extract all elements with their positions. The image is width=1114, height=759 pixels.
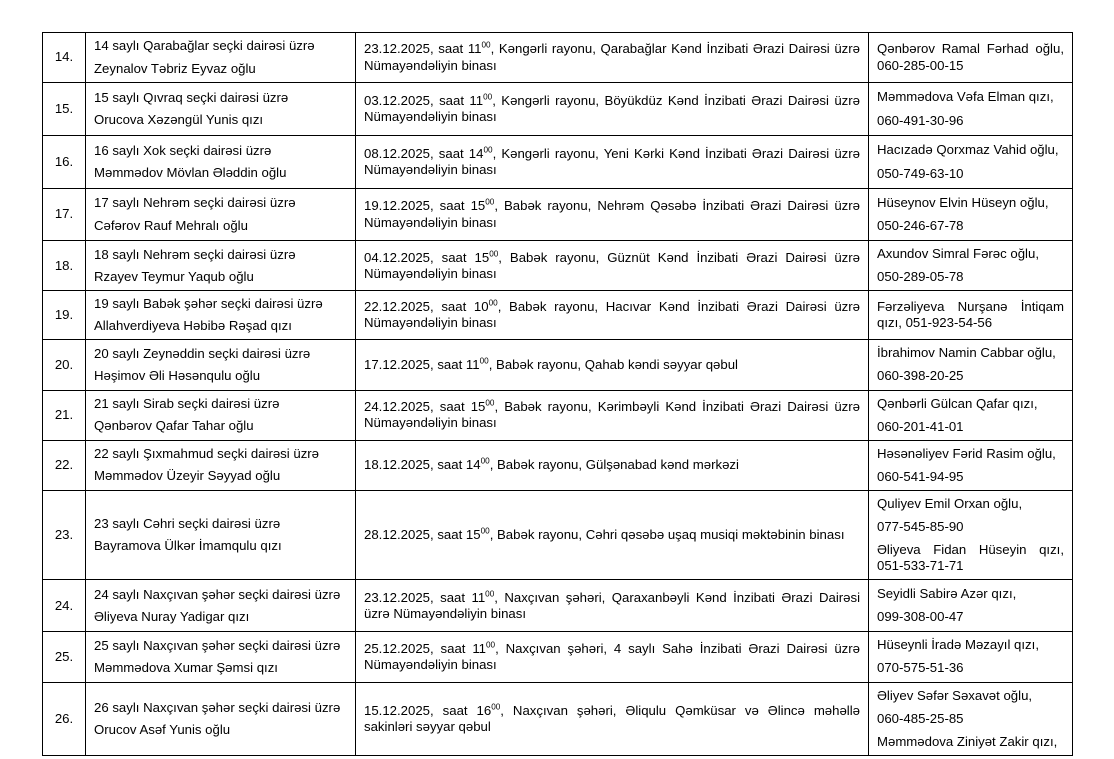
contact-line: Əliyeva Fidan Hüseyin qızı, 051-533-71-71: [877, 542, 1064, 574]
schedule-date-text: 23.12.2025, saat 11: [364, 41, 482, 57]
district-title: 25 saylı Naxçıvan şəhər seçki dairəsi üzrə: [94, 637, 341, 653]
contact-cell: [869, 682, 1073, 755]
district-title: 23 saylı Cəhri seçki dairəsi üzrə: [94, 516, 281, 532]
row-number: 15.: [54, 100, 74, 116]
table-row: [43, 241, 1073, 291]
row-number: 19.: [54, 307, 74, 323]
contact-line: Qənbərov Ramal Fərhad oğlu, 060-285-00-15: [877, 41, 1064, 73]
district-title: 24 saylı Naxçıvan şəhər seçki dairəsi üzrə: [94, 586, 341, 602]
contact-line: 050-749-63-10: [877, 165, 964, 181]
contact-line: Həsənəliyev Fərid Rasim oğlu,: [877, 445, 1056, 461]
table-row: [43, 580, 1073, 632]
district-title: 20 saylı Zeynəddin seçki dairəsi üzrə: [94, 345, 311, 361]
contact-line: 060-485-25-85: [877, 710, 964, 726]
district-title: 19 saylı Babək şəhər seçki dairəsi üzrə: [94, 296, 323, 312]
contact-line: Məmmədova Vəfa Elman qızı,: [877, 89, 1054, 105]
district-candidate-name: Həşimov Əli Həsənqulu oğlu: [94, 367, 261, 383]
schedule-date-text: 19.12.2025, saat 15: [364, 198, 486, 214]
schedule-cell: [356, 682, 869, 755]
schedule-cell: [356, 490, 869, 579]
row-number-cell: [43, 340, 86, 390]
district-cell: [86, 490, 356, 579]
schedule-time-superscript: 00: [481, 41, 491, 51]
table-row: [43, 632, 1073, 682]
contact-line: İbrahimov Namin Cabbar oğlu,: [877, 345, 1056, 361]
table-row: [43, 390, 1073, 440]
schedule-location-text: , Babək rayonu, Qahab kəndi səyyar qəbul: [488, 356, 738, 372]
schedule-time-superscript: 00: [483, 92, 493, 102]
contact-cell: [869, 580, 1073, 632]
district-cell: [86, 440, 356, 490]
district-cell: [86, 33, 356, 83]
district-cell: [86, 632, 356, 682]
contact-line: 050-289-05-78: [877, 269, 964, 285]
schedule-cell: [356, 241, 869, 291]
row-number-cell: [43, 83, 86, 136]
contact-cell: [869, 632, 1073, 682]
row-number: 22.: [54, 457, 74, 473]
contact-cell: [869, 241, 1073, 291]
schedule-location-text: , Naxçıvan şəhəri, Əliqulu Qəmküsar və Əlincə məhəllə sakinləri səyyar qəbul: [364, 702, 860, 734]
contact-line: Əliyev Səfər Səxavət oğlu,: [877, 687, 1033, 703]
schedule-date-text: 17.12.2025, saat 11: [364, 356, 480, 372]
schedule-table-body: [43, 33, 1073, 756]
table-row: [43, 291, 1073, 340]
schedule-time-superscript: 00: [479, 356, 489, 366]
district-candidate-name: Qənbərov Qafar Tahar oğlu: [94, 418, 254, 434]
schedule-time-superscript: 00: [483, 145, 493, 155]
contact-line: Hacızadə Qorxmaz Vahid oğlu,: [877, 142, 1059, 158]
schedule-time-superscript: 00: [489, 249, 499, 259]
contact-line: Məmmədova Ziniyət Zakir qızı,: [877, 733, 1058, 749]
schedule-time-superscript: 00: [485, 589, 495, 599]
district-title: 26 saylı Naxçıvan şəhər seçki dairəsi üzrə: [94, 699, 341, 715]
contact-line: Fərzəliyeva Nurşanə İntiqam qızı, 051-923-54-56: [877, 299, 1064, 331]
contact-line: Axundov Simral Fərəc oğlu,: [877, 246, 1039, 261]
contact-line: Qənbərli Gülcan Qafar qızı,: [877, 395, 1038, 411]
contact-cell: [869, 33, 1073, 83]
contact-line: 077-545-85-90: [877, 519, 964, 535]
district-title: 17 saylı Nehrəm seçki dairəsi üzrə: [94, 195, 296, 211]
contact-line: Hüseynov Elvin Hüseyn oğlu,: [877, 194, 1049, 210]
schedule-time-superscript: 00: [480, 456, 490, 466]
schedule-date-text: 23.12.2025, saat 11: [364, 589, 486, 605]
schedule-time-superscript: 00: [480, 526, 490, 536]
district-title: 18 saylı Nehrəm seçki dairəsi üzrə: [94, 246, 296, 262]
district-candidate-name: Cəfərov Rauf Mehralı oğlu: [94, 217, 248, 233]
row-number-cell: [43, 632, 86, 682]
schedule-cell: [356, 136, 869, 189]
schedule-location-text: , Naxçıvan şəhəri, Qaraxanbəyli Kənd İnzibati Ərazi Dairəsi üzrə Nümayəndəliyin binası: [364, 589, 861, 621]
district-cell: [86, 682, 356, 755]
district-candidate-name: Allahverdiyeva Həbibə Rəşad qızı: [94, 318, 292, 334]
table-row: [43, 682, 1073, 755]
row-number-cell: [43, 136, 86, 189]
district-cell: [86, 340, 356, 390]
row-number-cell: [43, 189, 86, 241]
row-number: 26.: [54, 710, 74, 726]
contact-line: Seyidli Sabirə Azər qızı,: [877, 586, 1017, 602]
schedule-date-text: 03.12.2025, saat 11: [364, 92, 484, 108]
district-candidate-name: Orucova Xəzəngül Yunis qızı: [94, 112, 264, 127]
row-number-cell: [43, 440, 86, 490]
table-row: [43, 33, 1073, 83]
contact-line: 060-398-20-25: [877, 368, 964, 384]
schedule-location-text: , Babək rayonu, Hacıvar Kənd İnzibati Ərazi Dairəsi üzrə Nümayəndəliyin binası: [364, 299, 860, 331]
schedule-time-superscript: 00: [485, 198, 495, 208]
schedule-location-text: , Kəngərli rayonu, Qarabağlar Kənd İnzibati Ərazi Dairəsi üzrə Nümayəndəliyin binası: [364, 41, 860, 73]
district-cell: [86, 189, 356, 241]
district-candidate-name: Məmmədov Üzeyir Səyyad oğlu: [94, 468, 281, 484]
row-number: 20.: [54, 356, 74, 372]
contact-cell: [869, 390, 1073, 440]
district-title: 16 saylı Xok seçki dairəsi üzrə: [94, 142, 272, 158]
row-number: 14.: [54, 49, 74, 65]
district-cell: [86, 136, 356, 189]
table-row: [43, 83, 1073, 136]
schedule-location-text: , Kəngərli rayonu, Böyükdüz Kənd İnzibati Ərazi Dairəsi üzrə Nümayəndəliyin binası: [364, 92, 860, 124]
district-title: 21 saylı Sirab seçki dairəsi üzrə: [94, 396, 280, 412]
contact-cell: [869, 136, 1073, 189]
contact-cell: [869, 83, 1073, 136]
contact-cell: [869, 189, 1073, 241]
row-number-cell: [43, 580, 86, 632]
schedule-date-text: 18.12.2025, saat 14: [364, 457, 481, 473]
district-cell: [86, 390, 356, 440]
contact-line: 060-491-30-96: [877, 112, 964, 128]
row-number: 16.: [54, 153, 74, 169]
row-number-cell: [43, 682, 86, 755]
district-candidate-name: Zeynalov Təbriz Eyvaz oğlu: [94, 60, 256, 76]
district-candidate-name: Rzayev Teymur Yaqub oğlu: [94, 268, 254, 284]
schedule-date-text: 25.12.2025, saat 11: [364, 640, 487, 656]
schedule-location-text: , Babək rayonu, Cəhri qəsəbə uşaq musiqi məktəbinin binası: [489, 527, 845, 543]
schedule-date-text: 24.12.2025, saat 15: [364, 399, 486, 415]
contact-cell: [869, 340, 1073, 390]
schedule-cell: [356, 189, 869, 241]
schedule-cell: [356, 83, 869, 136]
election-schedule-table: [42, 32, 1073, 756]
schedule-location-text: , Kəngərli rayonu, Yeni Kərki Kənd İnzibati Ərazi Dairəsi üzrə Nümayəndəliyin binası: [364, 145, 860, 177]
schedule-cell: [356, 340, 869, 390]
district-cell: [86, 580, 356, 632]
district-title: 22 saylı Şıxmahmud seçki dairəsi üzrə: [94, 446, 320, 462]
schedule-cell: [356, 291, 869, 340]
row-number: 24.: [54, 597, 74, 613]
table-row: [43, 189, 1073, 241]
schedule-time-superscript: 00: [486, 640, 496, 650]
district-title: 14 saylı Qarabağlar seçki dairəsi üzrə: [94, 38, 315, 54]
contact-line: 060-201-41-01: [877, 418, 964, 434]
schedule-location-text: , Naxçıvan şəhəri, 4 saylı Sahə İnzibati Ərazi Dairəsi üzrə Nümayəndəliyin binası: [364, 640, 861, 672]
table-row: [43, 440, 1073, 490]
district-cell: [86, 83, 356, 136]
schedule-cell: [356, 440, 869, 490]
row-number: 17.: [54, 206, 74, 222]
contact-cell: [869, 490, 1073, 579]
table-row: [43, 136, 1073, 189]
row-number-cell: [43, 291, 86, 340]
schedule-date-text: 04.12.2025, saat 15: [364, 249, 490, 265]
schedule-location-text: , Babək rayonu, Güznüt Kənd İnzibati Ərazi Dairəsi üzrə Nümayəndəliyin binası: [364, 249, 860, 281]
schedule-location-text: , Babək rayonu, Kərimbəyli Kənd İnzibati Ərazi Dairəsi üzrə Nümayəndəliyin binası: [364, 399, 861, 431]
district-candidate-name: Bayramova Ülkər İmamqulu qızı: [94, 538, 282, 554]
district-cell: [86, 241, 356, 291]
schedule-cell: [356, 580, 869, 632]
schedule-cell: [356, 632, 869, 682]
row-number: 23.: [54, 527, 74, 543]
district-candidate-name: Əliyeva Nuray Yadigar qızı: [94, 608, 250, 624]
row-number: 18.: [54, 257, 74, 273]
schedule-date-text: 28.12.2025, saat 15: [364, 527, 481, 543]
schedule-date-text: 22.12.2025, saat 10: [364, 299, 489, 315]
row-number-cell: [43, 33, 86, 83]
row-number-cell: [43, 390, 86, 440]
contact-line: 050-246-67-78: [877, 218, 964, 233]
schedule-date-text: 15.12.2025, saat 16: [364, 702, 492, 718]
schedule-cell: [356, 390, 869, 440]
contact-line: Quliyev Emil Orxan oğlu,: [877, 495, 1023, 511]
schedule-location-text: , Babək rayonu, Gülşənabad kənd mərkəzi: [489, 457, 739, 473]
schedule-location-text: , Babək rayonu, Nehrəm Qəsəbə İnzibati Ərazi Dairəsi üzrə Nümayəndəliyin binası: [364, 198, 860, 230]
contact-line: 060-541-94-95: [877, 468, 964, 484]
contact-line: Hüseynli İradə Məzayıl qızı,: [877, 637, 1039, 653]
schedule-cell: [356, 33, 869, 83]
table-row: [43, 340, 1073, 390]
contact-line: 070-575-51-36: [877, 660, 964, 676]
table-row: [43, 490, 1073, 579]
row-number: 25.: [54, 648, 74, 664]
schedule-time-superscript: 00: [485, 398, 495, 408]
schedule-time-superscript: 00: [488, 298, 498, 308]
row-number-cell: [43, 241, 86, 291]
contact-cell: [869, 440, 1073, 490]
district-title: 15 saylı Qıvraq seçki dairəsi üzrə: [94, 89, 289, 105]
schedule-time-superscript: 00: [491, 702, 501, 712]
district-candidate-name: Orucov Asəf Yunis oğlu: [94, 721, 231, 737]
row-number: 21.: [54, 407, 74, 423]
contact-line: 099-308-00-47: [877, 609, 964, 625]
row-number-cell: [43, 490, 86, 579]
district-cell: [86, 291, 356, 340]
schedule-date-text: 08.12.2025, saat 14: [364, 145, 484, 161]
contact-cell: [869, 291, 1073, 340]
district-candidate-name: Məmmədov Mövlan Ələddin oğlu: [94, 165, 287, 180]
district-candidate-name: Məmmədova Xumar Şəmsi qızı: [94, 659, 278, 675]
